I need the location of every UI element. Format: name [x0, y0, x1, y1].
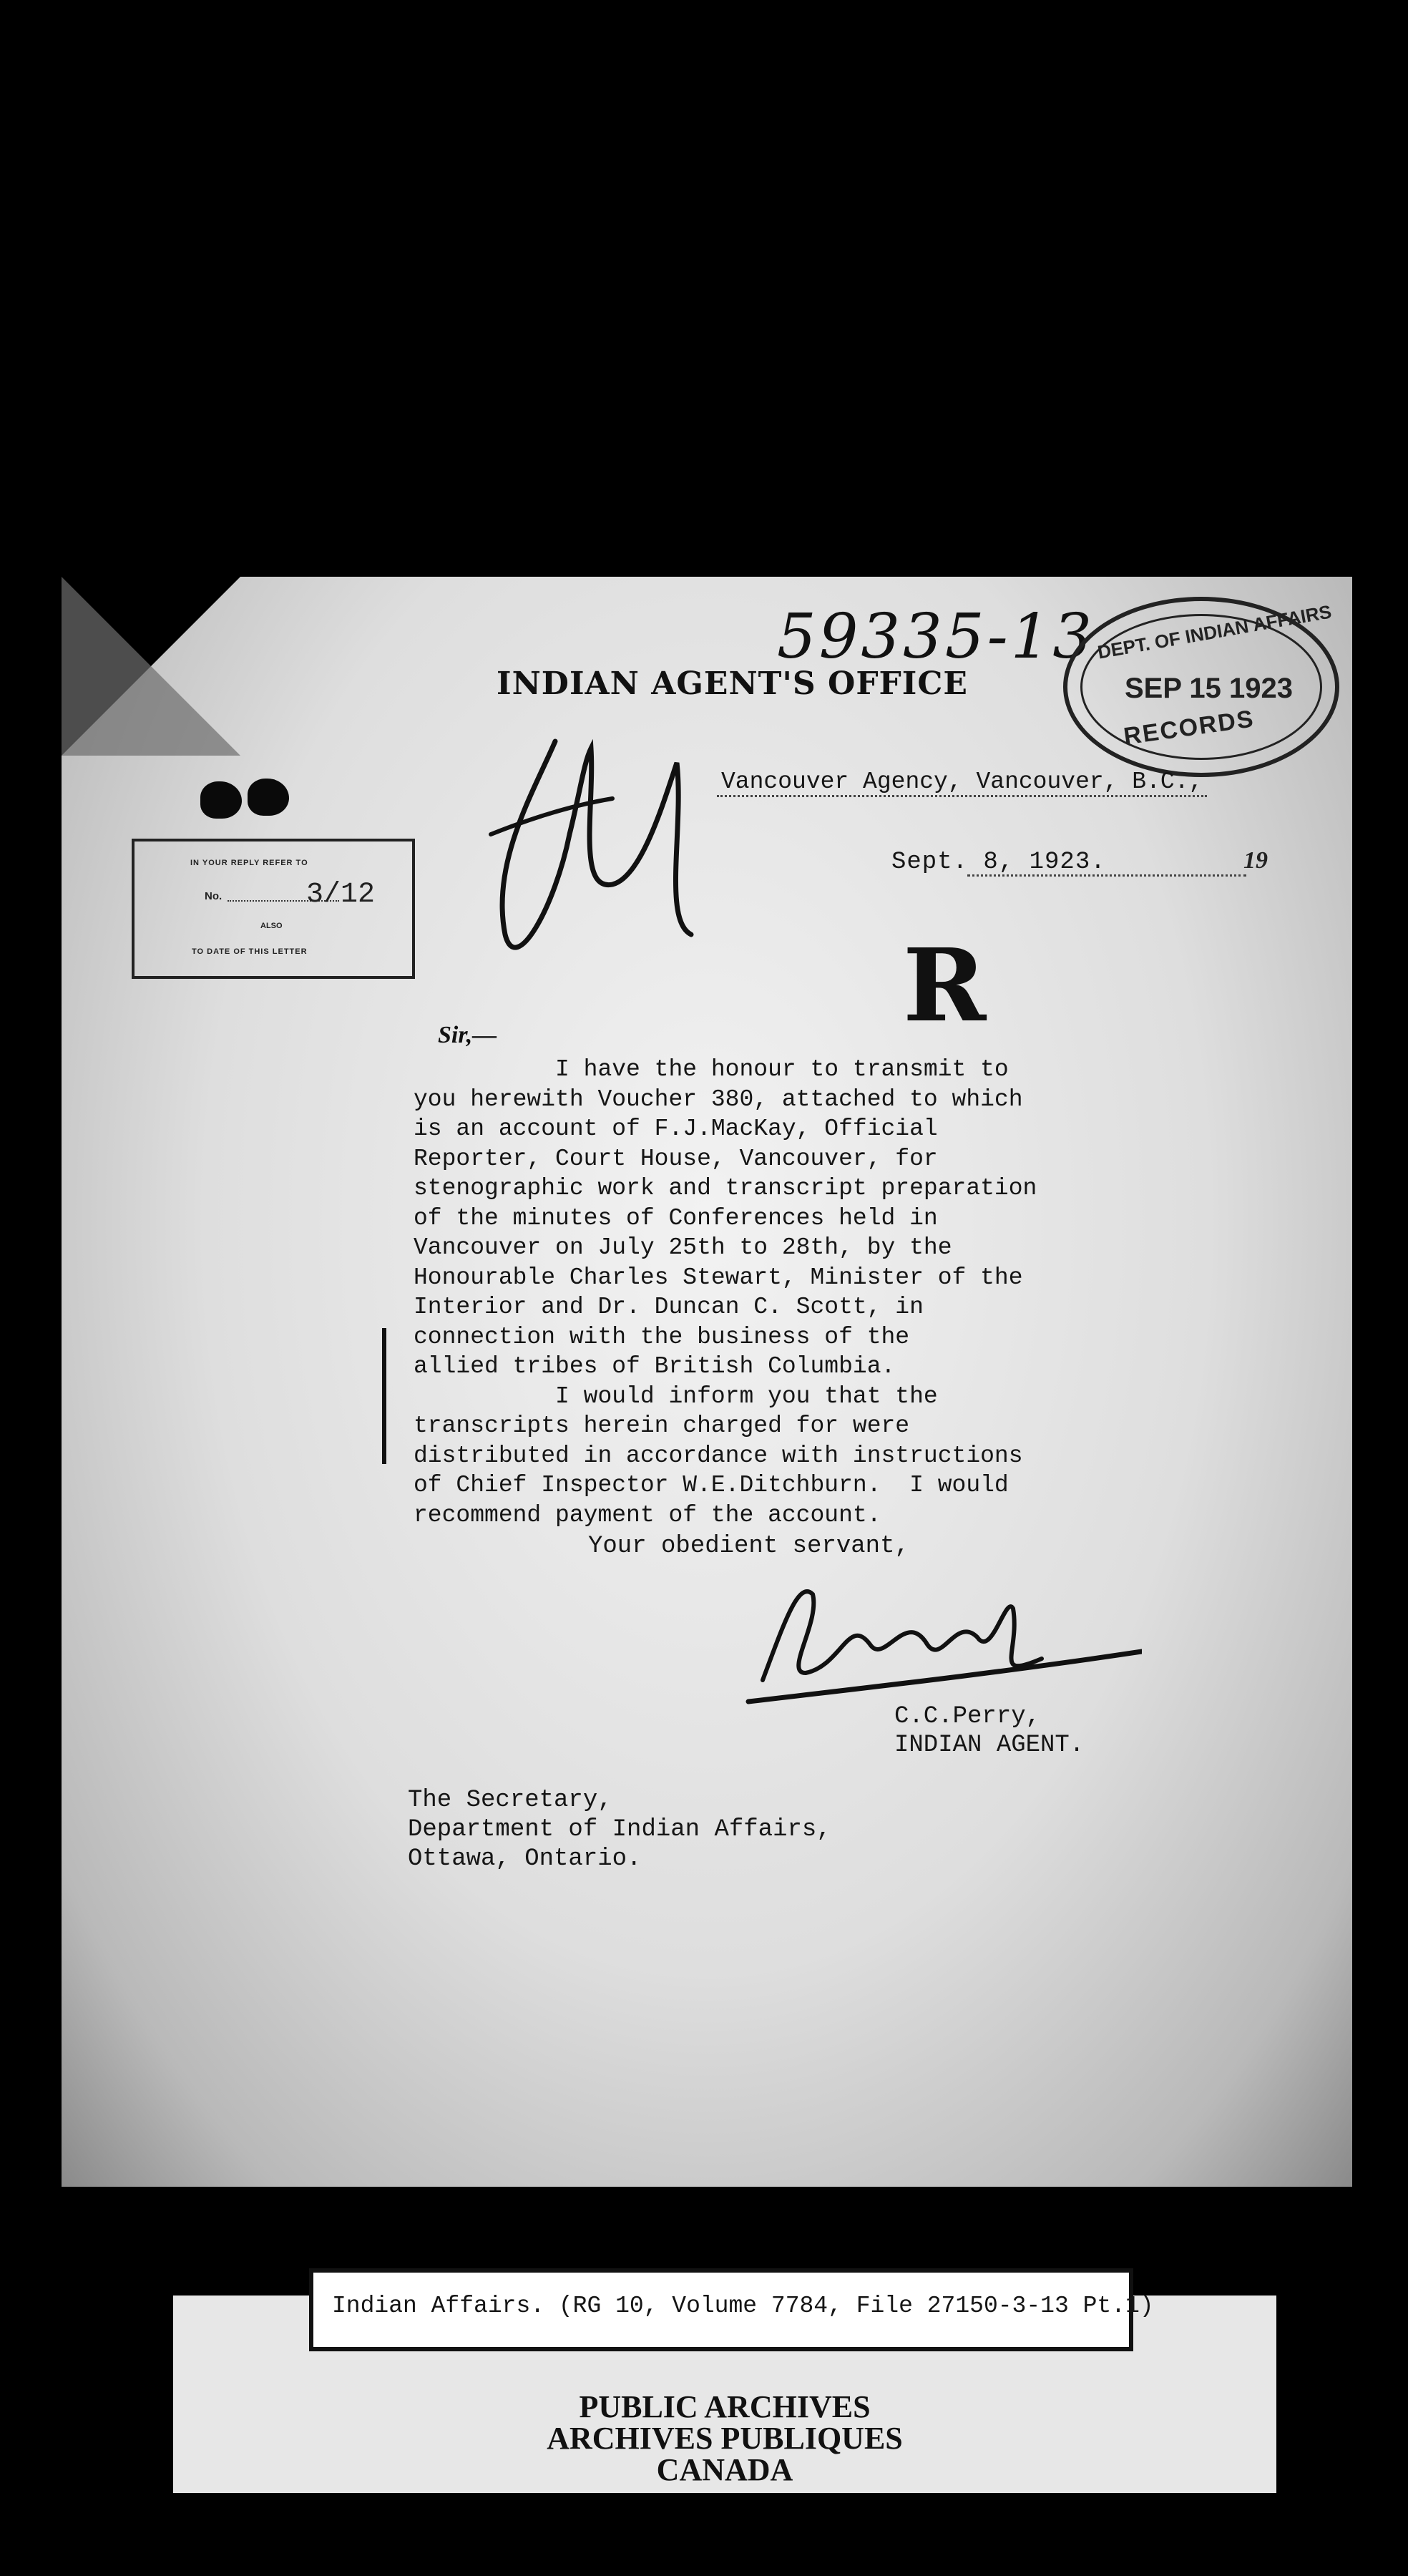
closing: Your obedient servant,	[588, 1533, 909, 1560]
reference-box-no-label: No.	[205, 890, 223, 902]
reference-box-heading: IN YOUR REPLY REFER TO	[190, 859, 308, 867]
archive-line-english: PUBLIC ARCHIVES	[579, 2389, 871, 2424]
archive-reference-label	[309, 2268, 1154, 2351]
ink-blot	[200, 781, 242, 819]
archive-line-country: CANADA	[656, 2452, 793, 2487]
archive-credit	[173, 2391, 1276, 2486]
archive-line-french: ARCHIVES PUBLIQUES	[547, 2421, 903, 2456]
received-stamp	[1063, 597, 1339, 777]
date-dotted-line	[967, 874, 1246, 877]
margin-mark	[382, 1328, 386, 1464]
signer-title: INDIAN AGENT.	[894, 1732, 1085, 1759]
stamp-records: RECORDS	[1122, 705, 1256, 751]
signature	[741, 1566, 1142, 1709]
agency-line: Vancouver Agency, Vancouver, B.C.,	[717, 769, 1207, 797]
archive-reference: Indian Affairs. (RG 10, Volume 7784, File 27150-3-13 Pt.1)	[332, 2293, 1154, 2319]
signer-name: C.C.Perry,	[894, 1703, 1041, 1730]
reference-box-footer: TO DATE OF THIS LETTER	[192, 947, 308, 956]
handwritten-file-number: 59335-13	[777, 601, 1095, 673]
ink-blot	[248, 779, 289, 816]
date-suffix: 19	[1243, 847, 1268, 874]
salutation: Sir,—	[438, 1022, 497, 1048]
stamp-department: DEPT. OF INDIAN AFFAIRS	[1095, 600, 1334, 663]
r-stamp-mark: R	[903, 927, 987, 1045]
reference-box	[132, 839, 415, 979]
reference-box-also: ALSO	[260, 922, 283, 930]
addressee: The Secretary, Department of Indian Affairs, Ottawa, Ontario.	[408, 1787, 831, 1873]
office-title: INDIAN AGENT'S OFFICE	[497, 665, 968, 702]
letter-page	[62, 577, 1352, 2187]
letter-date: Sept. 8, 1923.	[891, 849, 1106, 876]
stamp-date: SEP 15 1923	[1125, 673, 1294, 704]
reference-number: 3/12	[306, 879, 376, 911]
folded-corner	[62, 577, 240, 756]
letter-body: I have the honour to transmit to you herewith Voucher 380, attached to which is an account of F.J.MacKay, Official Reporter, Court House, Vancouver, for stenographic work and transcript preparation of the minutes of Conferences held in Vancouver on July 25th to 28th, by the Honourable Charles Stewart, Minister of the Interior and Dr. Duncan C. Scott, in connection with the business of the allied tribes of British Columbia. I would inform you that the transcripts herein charged for were distributed in accordance with instructions of Chief Inspector W.E.Ditchburn. I would recommend payment of the account.	[414, 1056, 1037, 1528]
handwritten-initials	[448, 720, 705, 992]
